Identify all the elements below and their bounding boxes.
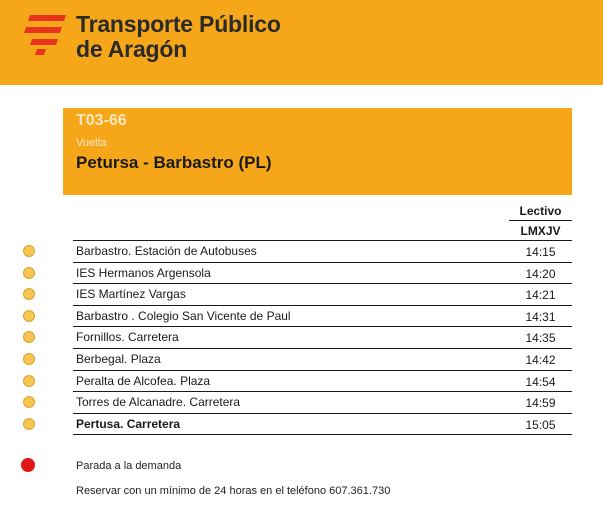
stop-name: Pertusa. Carretera [76,416,181,431]
stop-name: IES Hermanos Argensola [76,265,211,280]
table-row [0,414,603,436]
stop-dot-icon [23,353,35,365]
route-code: T03-66 [76,112,127,129]
schedule-column-header: Lectivo [519,204,562,218]
stop-time: 14:35 [525,331,556,346]
row-divider [73,434,572,435]
header-bar [0,0,603,85]
stop-dot-icon [23,245,35,257]
table-row [0,327,603,349]
stop-time: 14:31 [525,309,556,324]
route-direction: Vuelta [76,137,107,149]
stop-name: Barbastro . Colegio San Vicente de Paul [76,308,291,323]
stop-dot-icon [23,331,35,343]
organization-name-line1: Transporte Público [76,11,281,37]
stop-name: Torres de Alcanadre. Carretera [76,395,241,410]
stop-name: Fornillos. Carretera [76,330,179,345]
table-row [0,349,603,371]
table-row [0,306,603,328]
organization-name [76,12,281,62]
table-row [0,371,603,393]
reservation-note: Reservar con un mínimo de 24 horas en el teléfono 607.361.730 [76,485,391,497]
schedule-days-header: LMXJV [520,224,561,238]
stop-time: 14:21 [525,288,556,303]
header-divider [509,220,572,221]
stop-dot-icon [23,310,35,322]
stop-dot-icon [23,396,35,408]
route-banner [63,108,572,195]
table-row [0,263,603,285]
on-demand-stop-icon [21,458,35,472]
table-row [0,241,603,263]
route-name: Petursa - Barbastro (PL) [76,153,272,172]
table-row [0,284,603,306]
stop-name: IES Martínez Vargas [76,287,186,302]
organization-name-line2: de Aragón [76,36,188,62]
stop-dot-icon [23,418,35,430]
stop-time: 15:05 [525,417,556,432]
table-row [0,392,603,414]
stop-dot-icon [23,267,35,279]
stop-dot-icon [23,288,35,300]
transport-aragon-logo-icon [24,15,66,55]
stop-dot-icon [23,375,35,387]
on-demand-legend-label: Parada a la demanda [76,460,182,472]
stops-table [0,241,603,435]
stop-name: Barbastro. Estación de Autobuses [76,244,257,258]
stop-time: 14:54 [525,374,556,389]
stop-time: 14:59 [525,396,556,411]
stop-time: 14:20 [525,266,556,281]
stop-time: 14:42 [525,352,556,367]
stop-name: Peralta de Alcofea. Plaza [76,373,211,388]
stop-name: Berbegal. Plaza [76,351,161,366]
stop-time: 14:15 [525,245,556,259]
